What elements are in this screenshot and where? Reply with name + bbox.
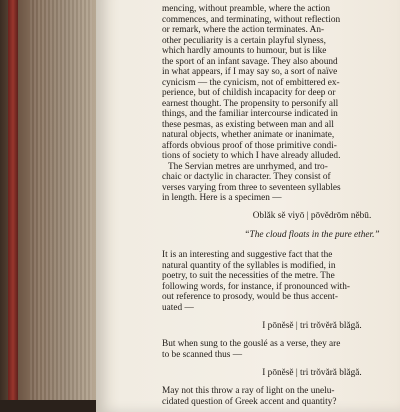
text-line: the sport of an infant savage. They also abound [162, 56, 338, 67]
text-line: The Servian metres are unrhymed, and tro- [168, 161, 328, 172]
text-line: perience, but of childish incapacity for deep or [162, 88, 336, 98]
text-line: affords obvious proof of those primitive condi- [162, 140, 337, 151]
text-line: May not this throw a ray of light on the unelu- [162, 386, 335, 396]
text-line: things, and the familiar intercourse indicated in [162, 109, 338, 119]
text-line: tions of society to which I have already alluded. [162, 151, 341, 161]
text-line: cidated question of Greek accent and quantity? [162, 396, 337, 407]
text-line: verses varying from three to seventeen syllables [162, 182, 341, 193]
text-line: It is an interesting and suggestive fact that the [162, 250, 333, 260]
text-line: which hardly amounts to humour, but is like [162, 46, 327, 56]
text-line: in length. Here is a specimen — [162, 193, 282, 203]
page-number [130, 0, 147, 1]
text-line: chaic or dactylic in character. They consist of [162, 172, 331, 182]
text-line: other peculiarity is a certain playful slyness, [162, 35, 326, 46]
text-line: out reference to prosody, would be thus accent- [162, 292, 338, 302]
text-line: or remark, where the action terminates. An- [162, 25, 325, 35]
book-page [96, 0, 400, 412]
text-line: But when sung to the gouslé as a verse, they are [162, 339, 341, 349]
text-line: these pesmas, as existing between man and all [162, 119, 334, 130]
text-line: following words, for instance, if pronounced with- [162, 281, 350, 292]
text-line: natural quantity of the syllables is modified, in [162, 260, 336, 271]
running-title [174, 0, 257, 1]
text-line: natural objects, whether animate or inanimate, [162, 130, 335, 140]
text-line: cynicism — the cynicism, not of embittered ex- [162, 77, 340, 88]
text-line: commences, and terminating, without reflection [162, 14, 341, 25]
text-line: to be scanned thus — [162, 349, 243, 360]
text-line: uated — [162, 302, 194, 313]
text-line: earnest thought. The propensity to personify all [162, 98, 339, 109]
text-line: in what appears, if I may say so, a sort of naïve [162, 67, 338, 77]
verse-specimen: I pōnĕsĕ | tri trŏvără blăgă. [262, 368, 362, 378]
verse-specimen: Oblăk sĕ viyō | pōvĕdrōm nĕbū. [252, 211, 372, 221]
text-line: poetry, to suit the necessities of the metre. The [162, 271, 335, 281]
verse-translation: “The cloud floats in the pure ether.” [244, 230, 380, 240]
text-line: mencing, without preamble, where the action [162, 4, 331, 14]
book-binding-edge [0, 0, 96, 400]
verse-specimen: I pōnĕsĕ | tri trŏvĕră blăgă. [262, 321, 362, 331]
